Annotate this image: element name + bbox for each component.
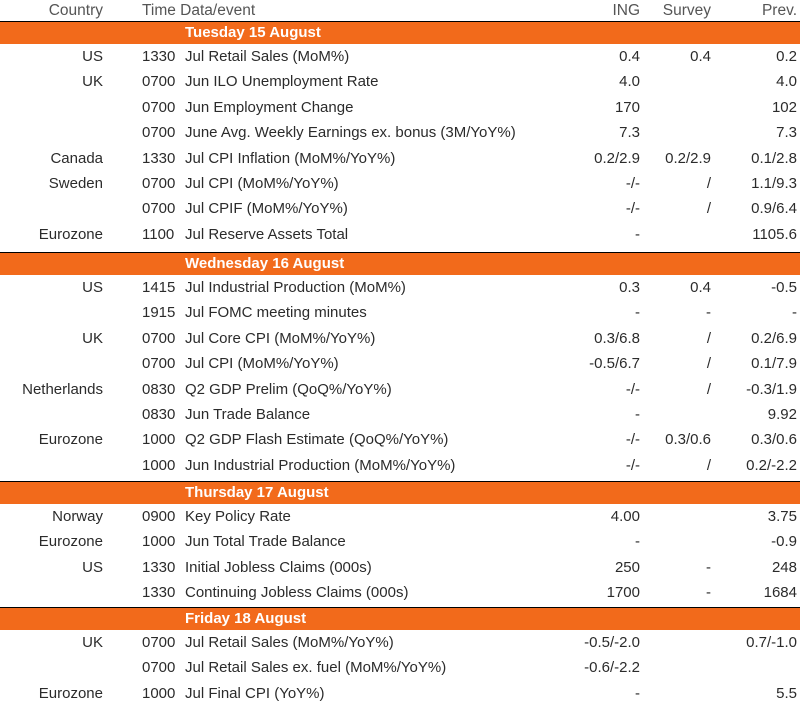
cell-ing: 4.0 xyxy=(619,73,640,91)
cell-country: UK xyxy=(82,73,103,91)
cell-time: 0700 xyxy=(142,73,176,91)
cell-ing: - xyxy=(635,406,640,423)
day-label: Thursday 17 August xyxy=(185,484,329,501)
cell-time: 1330 xyxy=(142,584,176,602)
cell-country: Eurozone xyxy=(38,431,103,449)
cell-event: Jul Retail Sales ex. fuel (MoM%/YoY%) xyxy=(185,659,447,677)
table-row xyxy=(0,681,800,706)
cell-prev: 3.75 xyxy=(767,508,797,525)
cell-prev: 0.2/-2.2 xyxy=(746,456,797,474)
cell-ing: - xyxy=(635,533,640,551)
cell-ing: -/- xyxy=(625,380,640,398)
cell-event: Jun Employment Change xyxy=(185,98,354,116)
table-row xyxy=(0,69,800,94)
cell-time: 1100 xyxy=(142,225,175,243)
cell-survey: 0.4 xyxy=(690,48,711,65)
table-row xyxy=(0,146,800,171)
cell-time: 1415 xyxy=(142,279,176,296)
cell-event: Q2 GDP Prelim (QoQ%/YoY%) xyxy=(185,380,392,398)
cell-event: Jul Core CPI (MoM%/YoY%) xyxy=(185,329,376,347)
day-header xyxy=(0,21,800,44)
cell-ing: -0.5/-2.0 xyxy=(584,634,640,651)
cell-event: Jul Final CPI (YoY%) xyxy=(185,684,325,702)
cell-ing: -/- xyxy=(625,200,640,218)
cell-prev: 0.3/0.6 xyxy=(751,431,797,449)
header-time-event: Time Data/event xyxy=(142,2,256,19)
divider-line xyxy=(0,607,800,608)
cell-time: 0700 xyxy=(142,634,176,651)
header-prev: Prev. xyxy=(761,2,797,19)
header-ing: ING xyxy=(612,2,640,19)
cell-country: Netherlands xyxy=(22,380,103,398)
cell-time: 1915 xyxy=(142,304,176,322)
cell-time: 1330 xyxy=(142,149,176,167)
cell-survey: 0.2/2.9 xyxy=(665,149,711,167)
cell-time: 0830 xyxy=(142,380,176,398)
cell-time: 0700 xyxy=(142,124,176,142)
cell-event: Initial Jobless Claims (000s) xyxy=(185,558,372,576)
cell-time: 0700 xyxy=(142,200,176,218)
cell-survey: / xyxy=(706,200,711,218)
cell-event: Jul CPIF (MoM%/YoY%) xyxy=(185,200,348,218)
cell-prev: - xyxy=(792,304,797,322)
cell-prev: -0.3/1.9 xyxy=(746,380,797,398)
cell-ing: 0.2/2.9 xyxy=(594,149,640,167)
cell-ing: -0.5/6.7 xyxy=(589,355,640,373)
table-row xyxy=(0,351,800,376)
table-row xyxy=(0,453,800,478)
cell-prev: 7.3 xyxy=(776,124,797,142)
cell-event: Jul Retail Sales (MoM%/YoY%) xyxy=(185,634,394,651)
cell-survey: 0.4 xyxy=(690,279,711,296)
cell-country: Eurozone xyxy=(38,533,103,551)
table-row xyxy=(0,402,800,427)
cell-prev: 4.0 xyxy=(776,73,797,91)
cell-ing: 7.3 xyxy=(619,124,640,142)
table-row xyxy=(0,222,800,247)
cell-prev: 0.7/-1.0 xyxy=(746,634,797,651)
cell-survey: / xyxy=(706,456,711,474)
cell-time: 1000 xyxy=(142,684,176,702)
cell-country: US xyxy=(82,558,103,576)
cell-time: 1000 xyxy=(142,456,176,474)
table-header xyxy=(0,0,800,21)
table-row xyxy=(0,326,800,351)
cell-ing: - xyxy=(635,684,640,702)
cell-prev: 1105.6 xyxy=(752,225,797,243)
cell-survey: / xyxy=(706,329,711,347)
cell-time: 0700 xyxy=(142,659,176,677)
cell-ing: 170 xyxy=(614,98,640,116)
table-row xyxy=(0,120,800,145)
cell-country: US xyxy=(82,48,103,65)
cell-prev: -0.5 xyxy=(771,279,797,296)
cell-survey: 0.3/0.6 xyxy=(665,431,711,449)
table-row xyxy=(0,95,800,120)
table-row xyxy=(0,529,800,554)
cell-event: Jul Retail Sales (MoM%) xyxy=(185,48,350,65)
cell-survey: - xyxy=(706,584,711,602)
cell-ing: 0.4 xyxy=(619,48,640,65)
cell-ing: - xyxy=(635,225,640,243)
cell-time: 1330 xyxy=(142,48,176,65)
cell-prev: 0.1/7.9 xyxy=(751,355,797,373)
cell-time: 0700 xyxy=(142,355,176,373)
cell-ing: 0.3 xyxy=(619,279,640,296)
table-row xyxy=(0,275,800,300)
header-country: Country xyxy=(48,2,103,19)
cell-survey: / xyxy=(706,380,711,398)
cell-event: Continuing Jobless Claims (000s) xyxy=(185,584,409,602)
cell-country: Canada xyxy=(50,149,103,167)
cell-country: UK xyxy=(82,634,103,651)
cell-prev: 0.9/6.4 xyxy=(751,200,797,218)
day-label: Friday 18 August xyxy=(185,610,307,627)
cell-prev: 1.1/9.3 xyxy=(751,175,797,192)
divider-line xyxy=(0,21,800,22)
cell-event: Jun Industrial Production (MoM%/YoY%) xyxy=(185,456,456,474)
table-row xyxy=(0,504,800,529)
cell-prev: 1684 xyxy=(763,584,797,602)
day-label: Tuesday 15 August xyxy=(185,24,321,41)
table-row xyxy=(0,300,800,325)
cell-time: 0830 xyxy=(142,406,176,423)
table-row xyxy=(0,44,800,69)
cell-time: 1000 xyxy=(142,533,176,551)
cell-time: 0700 xyxy=(142,175,176,192)
day-header xyxy=(0,252,800,275)
table-row xyxy=(0,196,800,221)
divider-line xyxy=(0,252,800,253)
cell-event: Jul Reserve Assets Total xyxy=(185,225,349,243)
cell-survey: - xyxy=(706,558,711,576)
cell-event: Jul Industrial Production (MoM%) xyxy=(185,279,406,296)
table-row xyxy=(0,655,800,680)
header-survey: Survey xyxy=(662,2,711,19)
table-row xyxy=(0,377,800,402)
cell-country: US xyxy=(82,279,103,296)
day-header xyxy=(0,481,800,504)
cell-prev: -0.9 xyxy=(771,533,797,551)
cell-survey: / xyxy=(706,175,711,192)
cell-time: 0700 xyxy=(142,329,176,347)
cell-ing: -/- xyxy=(625,431,640,449)
cell-time: 1000 xyxy=(142,431,176,449)
cell-ing: 0.3/6.8 xyxy=(594,329,640,347)
cell-ing: -/- xyxy=(625,175,640,192)
cell-country: Norway xyxy=(52,508,103,525)
table-row xyxy=(0,630,800,655)
cell-time: 0700 xyxy=(142,98,176,116)
cell-event: Jul CPI (MoM%/YoY%) xyxy=(185,355,339,373)
cell-ing: -0.6/-2.2 xyxy=(584,659,640,677)
cell-event: Jun Total Trade Balance xyxy=(185,533,346,551)
cell-event: Jun ILO Unemployment Rate xyxy=(185,73,379,91)
table-row xyxy=(0,171,800,196)
cell-ing: 4.00 xyxy=(610,508,640,525)
table-row xyxy=(0,427,800,452)
cell-event: Key Policy Rate xyxy=(185,508,291,525)
cell-prev: 9.92 xyxy=(767,406,797,423)
cell-ing: 250 xyxy=(614,558,640,576)
cell-prev: 0.2 xyxy=(776,48,797,65)
cell-country: Sweden xyxy=(48,175,103,192)
cell-prev: 102 xyxy=(771,98,797,116)
cell-event: Jul CPI Inflation (MoM%/YoY%) xyxy=(185,149,396,167)
cell-prev: 0.2/6.9 xyxy=(751,329,797,347)
cell-country: UK xyxy=(82,329,103,347)
cell-survey: / xyxy=(706,355,711,373)
cell-ing: 1700 xyxy=(606,584,640,602)
cell-country: Eurozone xyxy=(38,684,103,702)
cell-survey: - xyxy=(706,304,711,322)
cell-event: Jul CPI (MoM%/YoY%) xyxy=(185,175,339,192)
cell-prev: 248 xyxy=(771,558,797,576)
table-row xyxy=(0,555,800,580)
cell-prev: 5.5 xyxy=(776,684,797,702)
cell-ing: - xyxy=(635,304,640,322)
table-row xyxy=(0,580,800,605)
cell-ing: -/- xyxy=(625,456,640,474)
cell-event: Jul FOMC meeting minutes xyxy=(185,304,367,322)
cell-prev: 0.1/2.8 xyxy=(751,149,797,167)
divider-line xyxy=(0,481,800,482)
cell-event: Q2 GDP Flash Estimate (QoQ%/YoY%) xyxy=(185,431,449,449)
cell-event: Jun Trade Balance xyxy=(185,406,311,423)
cell-time: 0900 xyxy=(142,508,176,525)
cell-time: 1330 xyxy=(142,558,176,576)
day-label: Wednesday 16 August xyxy=(185,255,345,272)
cell-country: Eurozone xyxy=(38,225,103,243)
day-header xyxy=(0,607,800,630)
cell-event: June Avg. Weekly Earnings ex. bonus (3M/YoY%) xyxy=(185,124,516,142)
